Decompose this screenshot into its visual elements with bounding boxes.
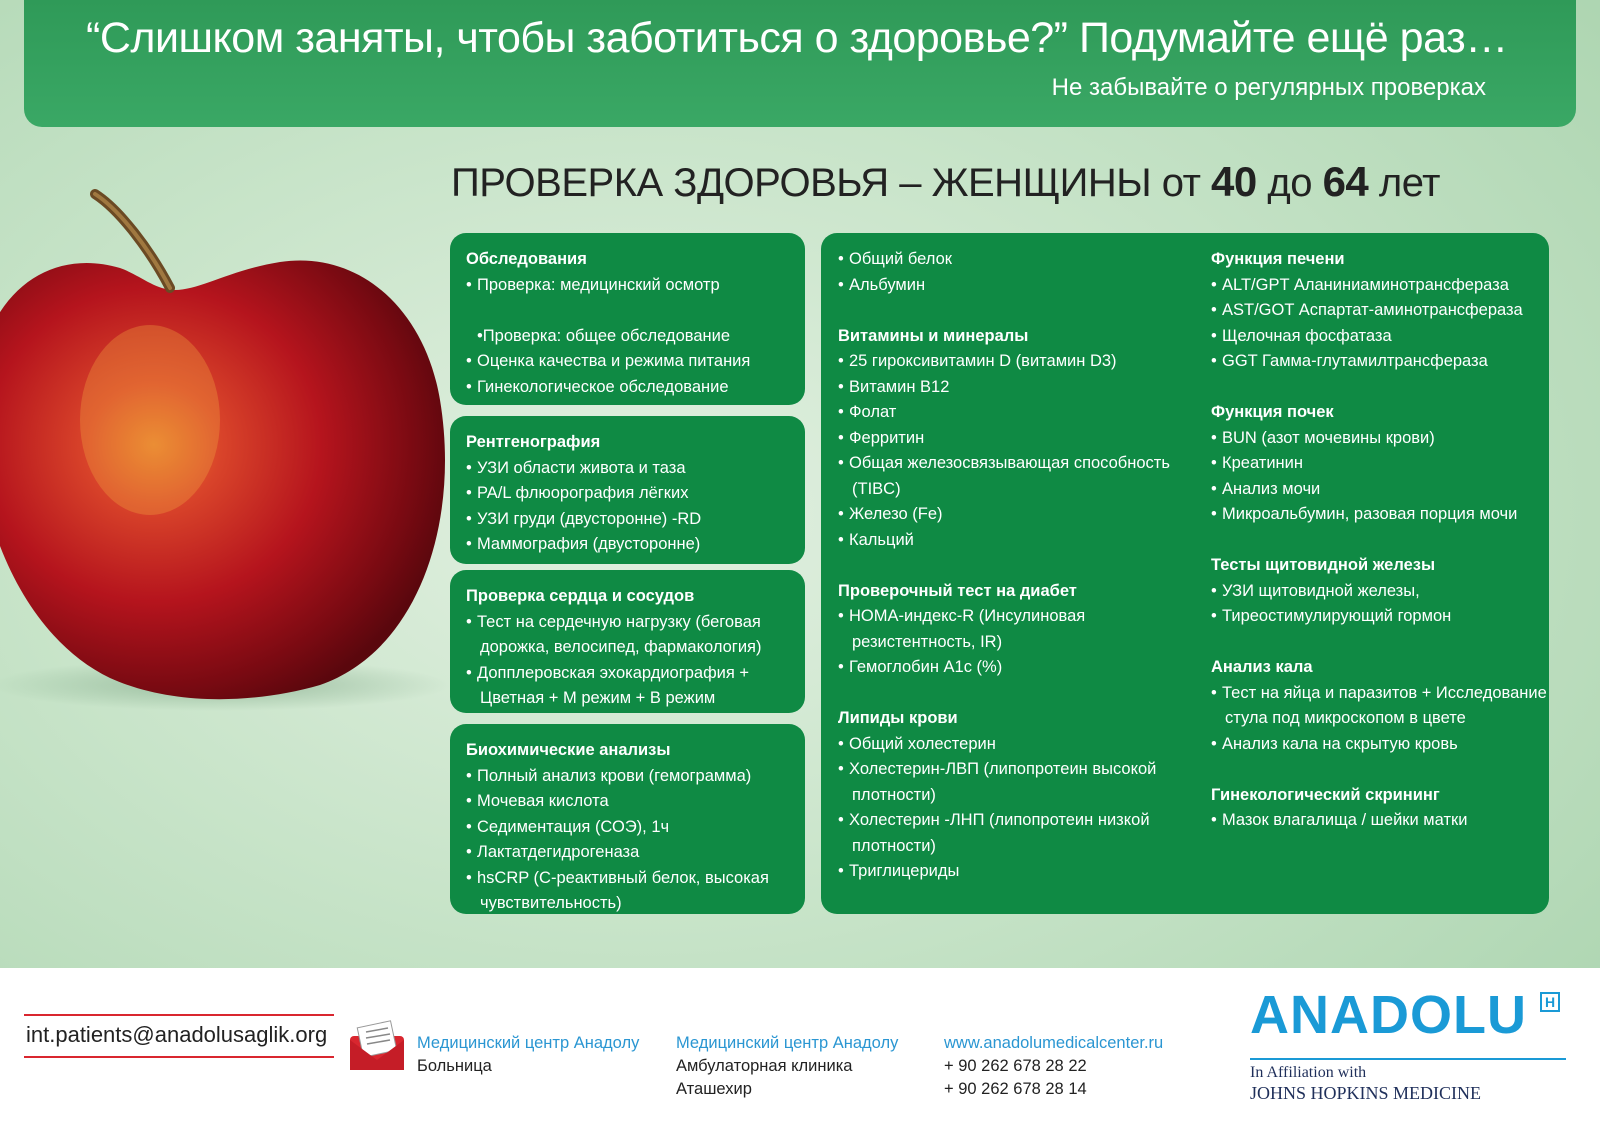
list-item: • PA/L флюорография лёгких [466,481,791,507]
list-item: • Железо (Fe) [838,502,1198,528]
list-item: •Проверка: общее обследование [477,326,731,345]
lab-column-right [1211,247,1551,834]
kidney-section [1211,400,1551,528]
list-item: • Микроальбумин, разовая порция мочи [1211,502,1551,528]
list-item: • Тест на сердечную нагрузку (беговая [466,610,791,636]
header-subtitle: Не забывайте о регулярных проверках [1051,74,1486,101]
list-item: • Холестерин -ЛНП (липопротеин низкой [838,808,1198,834]
main-title-suffix: лет [1368,161,1440,205]
phone-number: + 90 262 678 28 22 [944,1057,1087,1075]
list-item: • Мочевая кислота [466,789,791,815]
list-item: • Щелочная фосфатаза [1211,324,1551,350]
lab-column-left [838,247,1198,885]
list-item-cont: Цветная + М режим + В режим [480,689,716,707]
main-title-middle: до [1256,161,1323,205]
envelope-icon [348,1020,406,1072]
list-item-cont: дорожка, велосипед, фармакология) [480,638,762,656]
xray-title: Рентгенография [466,433,601,451]
list-item: • Ферритин [838,426,1198,452]
list-item: • Седиментация (СОЭ), 1ч [466,815,791,841]
list-item: • Общий холестерин [838,732,1198,758]
list-item: • Витамин B12 [838,375,1198,401]
list-item: • Оценка качества и режима питания [466,349,791,375]
list-item-cont: плотности) [852,836,936,855]
list-item: • Мазок влагалища / шейки матки [1211,808,1551,834]
list-item-cont: плотности) [852,785,936,804]
list-item: • Гемоглобин A1c (%) [838,655,1198,681]
footer-clinic-name: Медицинский центр Анадолу [676,1034,899,1052]
main-title-prefix: ПРОВЕРКА ЗДОРОВЬЯ – ЖЕНЩИНЫ от [451,161,1212,205]
footer [0,968,1600,1142]
age-to: 64 [1322,158,1369,205]
footer-hospital-name: Медицинский центр Анадолу [417,1034,640,1052]
list-item: • hsCRP (C-реактивный белок, высокая [466,866,791,892]
apple-image [0,180,450,720]
diabetes-section [838,579,1198,681]
list-item: • Общий белок [838,247,1198,273]
liver-section [1211,247,1551,375]
list-item-cont: резистентность, IR) [852,632,1003,651]
header-title: “Слишком заняты, чтобы заботиться о здоровье?” Подумайте ещё раз… [86,14,1508,62]
header-banner [24,0,1576,127]
protein-section [838,247,1198,298]
logo-wordmark: ANADOLU [1250,985,1527,1045]
list-item: • GGT Гамма-глутамилтрансфераза [1211,349,1551,375]
biochem-box [450,724,805,914]
exams-box [450,233,805,405]
email-link[interactable]: int.patients@anadolusaglik.org [26,1022,328,1047]
list-item: • Полный анализ крови (гемограмма) [466,764,791,790]
liver-title: Функция печени [1211,250,1345,268]
website-link[interactable]: www.anadolumedicalcenter.ru [944,1034,1164,1052]
list-item: • Триглицериды [838,859,1198,885]
logo-affiliation: In Affiliation with [1250,1064,1367,1081]
gyn-section [1211,783,1551,834]
diabetes-title: Проверочный тест на диабет [838,581,1077,600]
list-item: • Проверка: медицинский осмотр [466,273,791,299]
list-item: • Тест на яйца и паразитов + Исследование [1211,681,1551,707]
phone-number: + 90 262 678 28 14 [944,1080,1087,1098]
footer-contacts [944,1032,1163,1101]
list-item: • Гинекологическое обследование [466,375,791,401]
heart-box [450,570,805,713]
email-block [24,1014,334,1058]
list-item-cont: (TIBC) [852,479,901,498]
list-item: • Лактатдегидрогеназа [466,840,791,866]
gyn-title: Гинекологический скрининг [1211,785,1440,804]
list-item: • Допплеровская эхокардиография + [466,661,791,687]
thyroid-title: Тесты щитовидной железы [1211,556,1436,574]
list-item: • ALT/GPT Аланиниаминотрансфераза [1211,273,1551,299]
divider [1250,1058,1566,1060]
list-item: • Анализ кала на скрытую кровь [1211,732,1551,758]
footer-hospital [417,1032,639,1078]
list-item: • HOMA-индекс-R (Инсулиновая [838,604,1198,630]
footer-clinic [676,1032,898,1101]
list-item: • Фолат [838,400,1198,426]
list-item: • Анализ мочи [1211,477,1551,503]
list-item: • Маммография (двусторонне) [466,532,791,558]
list-item: • Кальций [838,528,1198,554]
heart-title: Проверка сердца и сосудов [466,587,695,605]
thyroid-section [1211,553,1551,630]
footer-clinic-type: Амбулаторная клиника [676,1057,853,1075]
list-item-cont: стула под микроскопом в цвете [1225,709,1466,727]
main-title [451,158,1440,206]
stool-title: Анализ кала [1211,658,1313,676]
list-item: • Общая железосвязывающая способность [838,451,1198,477]
list-item: • 25 гироксивитамин D (витамин D3) [838,349,1198,375]
anadolu-logo [1250,984,1570,1104]
footer-hospital-type: Больница [417,1057,492,1075]
list-item: • УЗИ области живота и таза [466,456,791,482]
list-item: • Тиреостимулирующий гормон [1211,604,1551,630]
list-item: • BUN (азот мочевины крови) [1211,426,1551,452]
list-item: • Холестерин-ЛВП (липопротеин высокой [838,757,1198,783]
list-item: • УЗИ щитовидной железы, [1211,579,1551,605]
list-item: • Креатинин [1211,451,1551,477]
age-from: 40 [1211,158,1257,205]
lab-tests-panel [821,233,1549,914]
list-item: • AST/GOT Аспартат-аминотрансфераза [1211,298,1551,324]
list-item: • Альбумин [838,273,1198,299]
list-spacer [466,298,791,324]
biochem-title: Биохимические анализы [466,741,671,759]
footer-clinic-location: Аташехир [676,1080,752,1098]
hospital-h-icon: H [1540,992,1560,1012]
exams-title: Обследования [466,250,587,268]
kidney-title: Функция почек [1211,403,1334,421]
stool-section [1211,655,1551,757]
logo-partner: JOHNS HOPKINS MEDICINE [1250,1083,1482,1103]
lipids-title: Липиды крови [838,709,958,727]
lipids-section [838,706,1198,885]
list-item: • УЗИ груди (двусторонне) -RD [466,507,791,533]
xray-box [450,416,805,564]
list-item-cont: чувствительность) [480,894,622,912]
vitamins-title: Витамины и минералы [838,326,1029,345]
divider [24,1056,334,1058]
vitamins-section [838,324,1198,554]
